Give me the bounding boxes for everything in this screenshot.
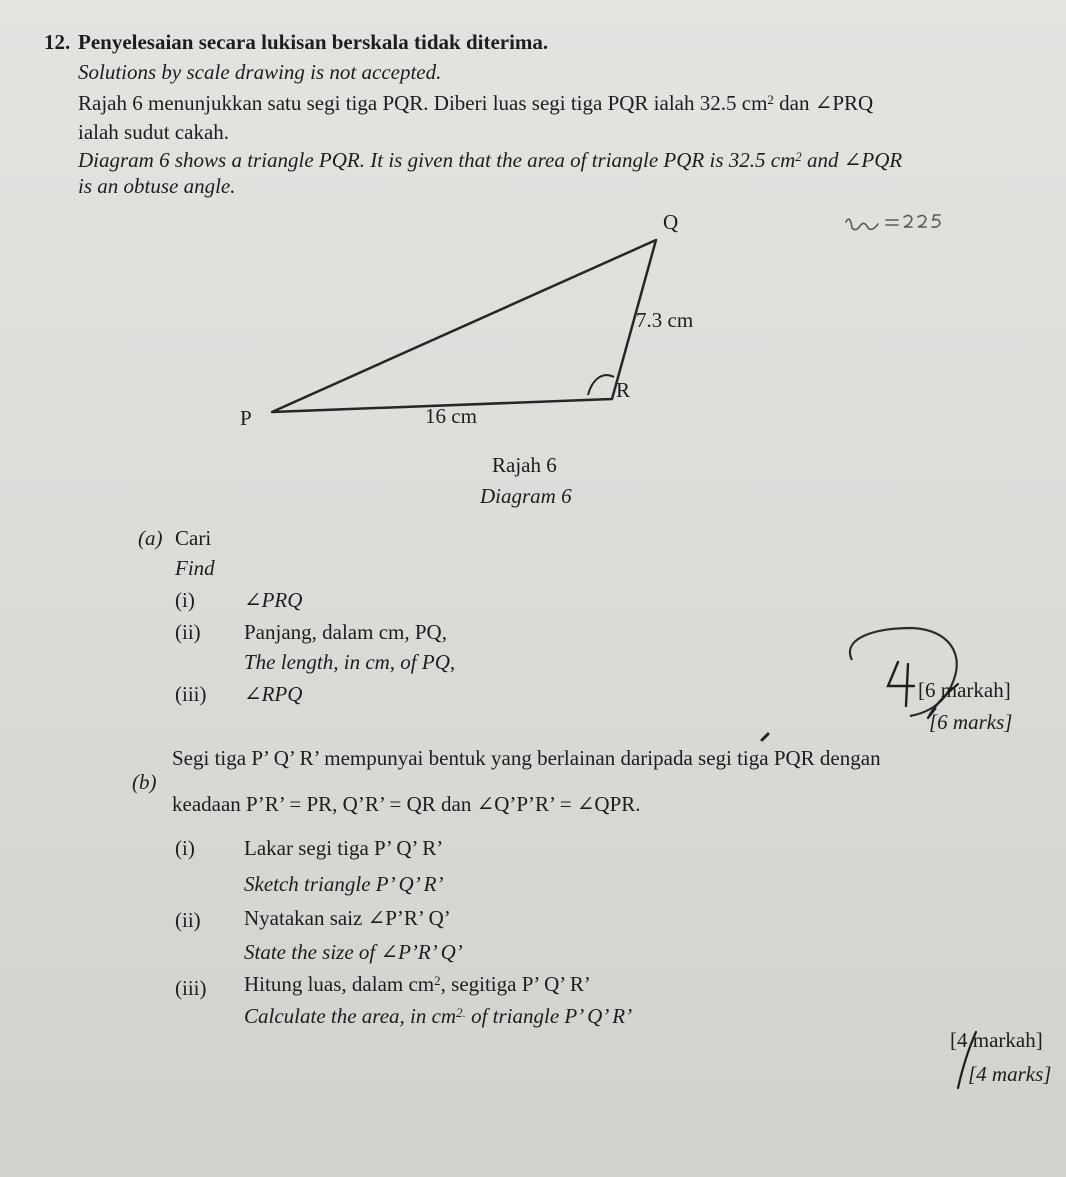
sup-cm2-c: 2: [434, 973, 441, 988]
part-b-iii-number: (iii): [175, 976, 207, 1000]
handwritten-four: [888, 662, 914, 706]
part-b-intro-1: Segi tiga P’ Q’ R’ mempunyai bentuk yang berlainan daripada segi tiga PQR dengan: [172, 746, 881, 770]
handwritten-circle: [850, 628, 957, 716]
part-b-i-number: (i): [175, 836, 195, 860]
triangle-pqr: [272, 240, 656, 412]
question-number: 12.: [44, 30, 71, 54]
intro-english-2: is an obtuse angle.: [78, 174, 236, 198]
header-english: Solutions by scale drawing is not accepted.: [78, 60, 442, 84]
part-a-find: Find: [175, 556, 215, 580]
vertex-r-label: R: [616, 378, 631, 402]
side-pr-label: 16 cm: [425, 404, 477, 428]
obtuse-angle-arc: [588, 375, 614, 395]
part-a-i-number: (i): [175, 588, 195, 612]
part-b-i-malay: Lakar segi tiga P’ Q’ R’: [244, 836, 444, 860]
intro-malay-2: ialah sudut cakah.: [78, 120, 230, 144]
header-malay: Penyelesaian secara lukisan berskala tidak diterima.: [78, 30, 549, 54]
caption-english: Diagram 6: [480, 484, 572, 508]
part-b-iii-malay-b: , segitiga P’ Q’ R’: [440, 972, 591, 996]
part-a-ii-english: The length, in cm, of PQ,: [244, 650, 456, 674]
sup-cm2-b: 2: [795, 149, 802, 164]
intro-english-1a: Diagram 6 shows a triangle PQR. It is given that the area of triangle PQR is 32.5 cm: [78, 148, 796, 172]
part-b-ii-english: State the size of ∠P’R’ Q’: [244, 940, 463, 964]
sup-cm2-a: 2: [767, 92, 774, 107]
part-a-marks-malay: [6 markah]: [918, 678, 1011, 702]
intro-malay-1b: dan ∠PRQ: [773, 91, 874, 115]
part-b-i-english: Sketch triangle P’ Q’ R’: [244, 872, 444, 896]
part-a-ii-malay: Panjang, dalam cm, PQ,: [244, 620, 447, 644]
vertex-p-label: P: [240, 406, 252, 430]
pen-mark: [762, 734, 768, 740]
part-a-cari: Cari: [175, 526, 212, 550]
part-a-iii-text: ∠RPQ: [244, 682, 303, 706]
part-b-iii-malay-a: Hitung luas, dalam cm: [244, 972, 435, 996]
part-b-iii-malay: [244, 974, 591, 995]
part-b-marks-malay: [4 markah]: [950, 1028, 1043, 1052]
part-a-label: (a): [138, 526, 163, 550]
part-a-i-text: ∠PRQ: [244, 588, 303, 612]
part-b-iii-english-b: of triangle P’ Q’ R’: [465, 1004, 633, 1028]
intro-english-1b: and ∠PQR: [801, 148, 903, 172]
side-qr-label: 7.3 cm: [636, 308, 694, 332]
part-b-marks-english: [4 marks]: [968, 1062, 1052, 1086]
part-a-marks-english: [6 marks]: [929, 710, 1013, 734]
part-a-iii-number: (iii): [175, 682, 207, 706]
part-b-intro-2: keadaan P’R’ = PR, Q’R’ = QR dan ∠Q’P’R’ = ∠QPR.: [172, 792, 641, 816]
sup-cm2-d: 2.: [456, 1005, 466, 1020]
part-b-iii-english-a: Calculate the area, in cm: [244, 1004, 457, 1028]
part-b-iii-english: [244, 1006, 632, 1027]
part-b-label: (b): [132, 770, 157, 794]
vertex-q-label: Q: [663, 210, 679, 234]
caption-malay: Rajah 6: [492, 453, 557, 477]
area-scribble: [846, 215, 940, 230]
intro-malay-1a: Rajah 6 menunjukkan satu segi tiga PQR. Diberi luas segi tiga PQR ialah 32.5 cm: [78, 91, 768, 115]
part-b-ii-malay: Nyatakan saiz ∠P’R’ Q’: [244, 906, 451, 930]
part-b-ii-number: (ii): [175, 908, 201, 932]
part-a-ii-number: (ii): [175, 620, 201, 644]
